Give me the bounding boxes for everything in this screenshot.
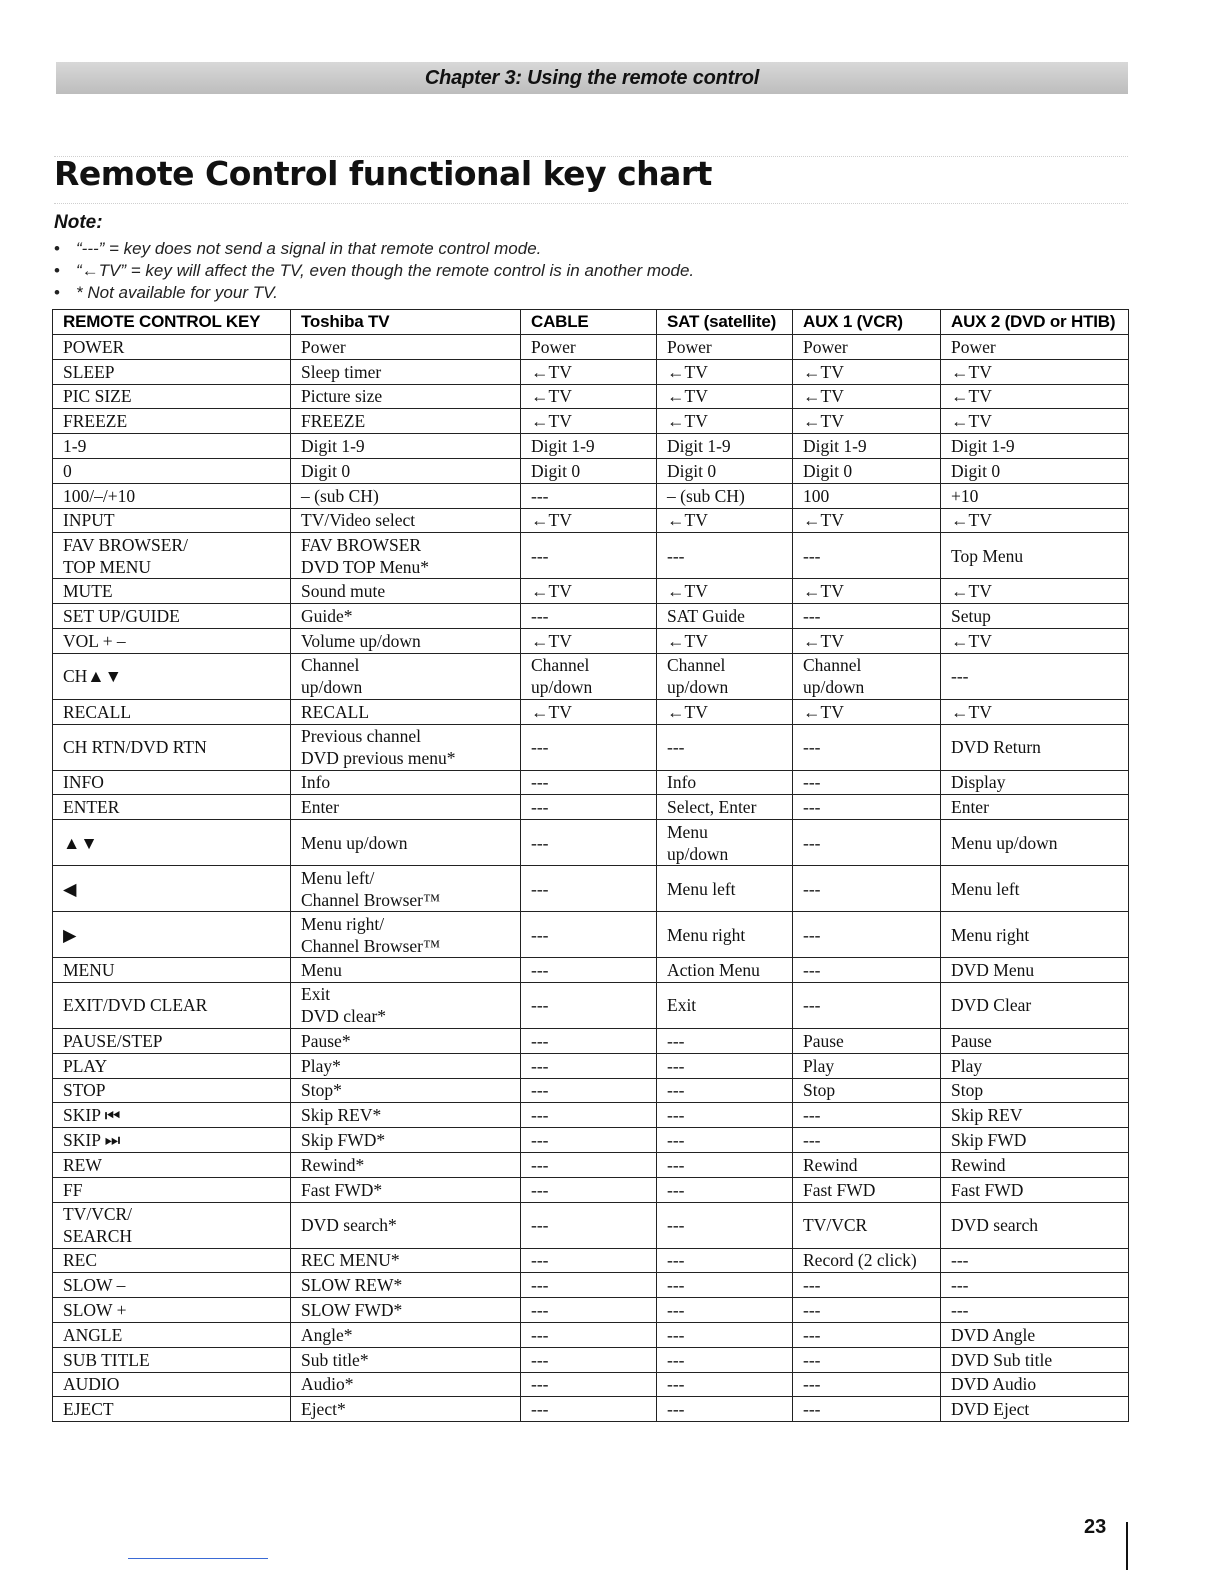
table-cell: ←TV — [657, 409, 793, 434]
table-cell: Menu up/down — [941, 820, 1129, 866]
table-row — [53, 579, 1129, 604]
table-cell: FAV BROWSER DVD TOP Menu* — [291, 533, 521, 579]
key-name-cell: TV/VCR/ SEARCH — [53, 1202, 291, 1248]
table-cell: Volume up/down — [291, 628, 521, 653]
table-cell: DVD search — [941, 1202, 1129, 1248]
table-cell: DVD Audio — [941, 1372, 1129, 1397]
column-header: SAT (satellite) — [657, 310, 793, 335]
table-cell: Eject* — [291, 1397, 521, 1422]
page-title: Remote Control functional key chart — [54, 154, 712, 193]
table-row — [53, 483, 1129, 508]
table-cell: ←TV — [941, 628, 1129, 653]
table-cell: ←TV — [941, 384, 1129, 409]
table-row — [53, 458, 1129, 483]
table-cell: --- — [521, 1372, 657, 1397]
key-name-cell: EJECT — [53, 1397, 291, 1422]
table-cell: Menu left — [657, 866, 793, 912]
table-cell: --- — [521, 795, 657, 820]
table-cell: RECALL — [291, 699, 521, 724]
table-cell: --- — [657, 1128, 793, 1153]
key-name-cell: SLOW – — [53, 1273, 291, 1298]
table-cell: Digit 1-9 — [521, 434, 657, 459]
table-cell: REC MENU* — [291, 1248, 521, 1273]
table-cell: ←TV — [521, 508, 657, 533]
key-name-cell: ▶ — [53, 912, 291, 958]
table-row — [53, 724, 1129, 770]
table-cell: Previous channel DVD previous menu* — [291, 724, 521, 770]
table-cell: Setup — [941, 604, 1129, 629]
table-cell: ←TV — [657, 359, 793, 384]
table-cell: Channel up/down — [291, 653, 521, 699]
table-cell: --- — [793, 604, 941, 629]
table-cell: Stop* — [291, 1078, 521, 1103]
table-cell: --- — [941, 653, 1129, 699]
key-name-cell: SKIP ⏮ — [53, 1103, 291, 1128]
table-cell: DVD Angle — [941, 1322, 1129, 1347]
key-name-cell: REW — [53, 1152, 291, 1177]
table-cell: FREEZE — [291, 409, 521, 434]
table-row — [53, 1322, 1129, 1347]
table-cell: Pause — [941, 1028, 1129, 1053]
table-cell: DVD Return — [941, 724, 1129, 770]
key-name-cell: SKIP ⏭ — [53, 1128, 291, 1153]
table-cell: Channel up/down — [657, 653, 793, 699]
table-row — [53, 866, 1129, 912]
table-cell: --- — [941, 1248, 1129, 1273]
table-cell: Digit 0 — [521, 458, 657, 483]
table-cell: --- — [793, 1372, 941, 1397]
table-cell: Angle* — [291, 1322, 521, 1347]
table-cell: +10 — [941, 483, 1129, 508]
table-cell: SLOW REW* — [291, 1273, 521, 1298]
note-item — [54, 260, 694, 282]
column-header: Toshiba TV — [291, 310, 521, 335]
table-cell: --- — [657, 1397, 793, 1422]
table-row — [53, 1152, 1129, 1177]
table-cell: ←TV — [793, 699, 941, 724]
table-cell: ←TV — [521, 628, 657, 653]
table-cell: Digit 0 — [793, 458, 941, 483]
key-name-cell: SLOW + — [53, 1298, 291, 1323]
table-cell: Enter — [941, 795, 1129, 820]
table-cell: Fast FWD — [793, 1177, 941, 1202]
table-cell: ←TV — [941, 579, 1129, 604]
key-name-cell: CH▲▼ — [53, 653, 291, 699]
bullet-icon: • — [54, 261, 60, 280]
table-cell: Menu — [291, 958, 521, 983]
table-cell: --- — [657, 1273, 793, 1298]
table-cell: --- — [521, 1103, 657, 1128]
column-header: REMOTE CONTROL KEY — [53, 310, 291, 335]
key-name-cell: FF — [53, 1177, 291, 1202]
table-cell: ←TV — [521, 409, 657, 434]
table-cell: --- — [793, 724, 941, 770]
table-row — [53, 604, 1129, 629]
table-cell: DVD Sub title — [941, 1347, 1129, 1372]
table-row — [53, 434, 1129, 459]
key-name-cell: MENU — [53, 958, 291, 983]
table-cell: --- — [793, 1103, 941, 1128]
note-text: * Not available for your TV. — [76, 283, 278, 302]
table-cell: Power — [521, 335, 657, 360]
table-cell: – (sub CH) — [291, 483, 521, 508]
table-cell: Picture size — [291, 384, 521, 409]
table-cell: Menu right/ Channel Browser™ — [291, 912, 521, 958]
table-cell: Digit 0 — [657, 458, 793, 483]
table-cell: --- — [941, 1298, 1129, 1323]
table-cell: --- — [521, 1273, 657, 1298]
table-row — [53, 409, 1129, 434]
key-name-cell: SUB TITLE — [53, 1347, 291, 1372]
table-row — [53, 1053, 1129, 1078]
table-cell: ←TV — [793, 359, 941, 384]
table-cell: Menu left/ Channel Browser™ — [291, 866, 521, 912]
table-row — [53, 628, 1129, 653]
functional-key-table — [52, 309, 1129, 1422]
table-cell: Guide* — [291, 604, 521, 629]
table-cell: ←TV — [657, 508, 793, 533]
table-cell: Digit 1-9 — [793, 434, 941, 459]
table-cell: Channel up/down — [793, 653, 941, 699]
table-cell: Enter — [291, 795, 521, 820]
table-cell: Skip FWD — [941, 1128, 1129, 1153]
table-row — [53, 1248, 1129, 1273]
note-item — [54, 282, 694, 304]
table-cell: --- — [657, 1298, 793, 1323]
table-cell: 100 — [793, 483, 941, 508]
table-cell: --- — [521, 1298, 657, 1323]
table-cell: ←TV — [521, 359, 657, 384]
table-cell: --- — [793, 912, 941, 958]
table-cell: Menu left — [941, 866, 1129, 912]
table-row — [53, 508, 1129, 533]
table-cell: ←TV — [657, 579, 793, 604]
key-name-cell: RECALL — [53, 699, 291, 724]
table-cell: Digit 0 — [291, 458, 521, 483]
key-name-cell: 0 — [53, 458, 291, 483]
table-cell: Stop — [793, 1078, 941, 1103]
note-item — [54, 238, 694, 260]
table-cell: Select, Enter — [657, 795, 793, 820]
table-cell: --- — [521, 958, 657, 983]
table-cell: --- — [521, 483, 657, 508]
table-cell: --- — [657, 1248, 793, 1273]
table-cell: DVD Clear — [941, 982, 1129, 1028]
table-cell: ←TV — [793, 409, 941, 434]
table-cell: SAT Guide — [657, 604, 793, 629]
table-cell: Skip REV — [941, 1103, 1129, 1128]
table-cell: --- — [793, 1128, 941, 1153]
table-cell: --- — [521, 866, 657, 912]
table-cell: --- — [657, 1078, 793, 1103]
key-name-cell: INFO — [53, 770, 291, 795]
table-cell: Play — [941, 1053, 1129, 1078]
table-row — [53, 699, 1129, 724]
table-cell: Action Menu — [657, 958, 793, 983]
table-cell: Play* — [291, 1053, 521, 1078]
table-cell: – (sub CH) — [657, 483, 793, 508]
table-cell: --- — [521, 1152, 657, 1177]
table-row — [53, 1298, 1129, 1323]
table-cell: --- — [657, 1372, 793, 1397]
table-cell: Audio* — [291, 1372, 521, 1397]
table-cell: --- — [657, 724, 793, 770]
key-name-cell: INPUT — [53, 508, 291, 533]
table-body — [53, 335, 1129, 1422]
table-row — [53, 912, 1129, 958]
table-cell: SLOW FWD* — [291, 1298, 521, 1323]
key-name-cell: ENTER — [53, 795, 291, 820]
table-cell: Rewind — [941, 1152, 1129, 1177]
table-cell: --- — [521, 533, 657, 579]
table-cell: Digit 1-9 — [941, 434, 1129, 459]
table-cell: ←TV — [941, 699, 1129, 724]
page-edge-mark — [1126, 1522, 1128, 1570]
table-cell: Display — [941, 770, 1129, 795]
table-cell: Digit 1-9 — [657, 434, 793, 459]
key-name-cell: AUDIO — [53, 1372, 291, 1397]
table-cell: ←TV — [793, 579, 941, 604]
table-cell: --- — [657, 533, 793, 579]
key-name-cell: MUTE — [53, 579, 291, 604]
table-cell: Info — [657, 770, 793, 795]
column-header: AUX 1 (VCR) — [793, 310, 941, 335]
table-cell: Top Menu — [941, 533, 1129, 579]
table-cell: Skip REV* — [291, 1103, 521, 1128]
table-cell: --- — [793, 866, 941, 912]
table-cell: --- — [793, 1322, 941, 1347]
footer-line — [128, 1558, 268, 1559]
table-cell: --- — [521, 1028, 657, 1053]
table-cell: --- — [521, 1397, 657, 1422]
table-cell: --- — [657, 1028, 793, 1053]
table-cell: ←TV — [657, 699, 793, 724]
table-cell: Fast FWD — [941, 1177, 1129, 1202]
table-row — [53, 1177, 1129, 1202]
table-row — [53, 359, 1129, 384]
key-name-cell: PLAY — [53, 1053, 291, 1078]
key-name-cell: ◀ — [53, 866, 291, 912]
table-cell: --- — [521, 770, 657, 795]
table-header-row — [53, 310, 1129, 335]
key-name-cell: STOP — [53, 1078, 291, 1103]
table-cell: Skip FWD* — [291, 1128, 521, 1153]
table-cell: DVD Eject — [941, 1397, 1129, 1422]
table-row — [53, 1397, 1129, 1422]
table-cell: --- — [793, 820, 941, 866]
table-cell: ←TV — [793, 384, 941, 409]
table-row — [53, 384, 1129, 409]
key-name-cell: ▲▼ — [53, 820, 291, 866]
table-cell: --- — [793, 795, 941, 820]
column-header: AUX 2 (DVD or HTIB) — [941, 310, 1129, 335]
key-name-cell: SET UP/GUIDE — [53, 604, 291, 629]
table-cell: --- — [521, 1322, 657, 1347]
table-cell: Power — [793, 335, 941, 360]
table-cell: Sleep timer — [291, 359, 521, 384]
table-cell: ←TV — [941, 508, 1129, 533]
table-cell: --- — [793, 1273, 941, 1298]
table-cell: Menu up/down — [291, 820, 521, 866]
table-cell: --- — [657, 1322, 793, 1347]
table-cell: Record (2 click) — [793, 1248, 941, 1273]
key-name-cell: CH RTN/DVD RTN — [53, 724, 291, 770]
column-header: CABLE — [521, 310, 657, 335]
table-cell: --- — [657, 1103, 793, 1128]
table-cell: Rewind — [793, 1152, 941, 1177]
table-row — [53, 1202, 1129, 1248]
table-cell: Rewind* — [291, 1152, 521, 1177]
table-row — [53, 1273, 1129, 1298]
table-cell: --- — [521, 1248, 657, 1273]
table-cell: Digit 1-9 — [291, 434, 521, 459]
table-cell: DVD search* — [291, 1202, 521, 1248]
key-name-cell: VOL + – — [53, 628, 291, 653]
bullet-icon: • — [54, 239, 60, 258]
table-cell: ←TV — [941, 359, 1129, 384]
table-cell: --- — [657, 1177, 793, 1202]
table-row — [53, 335, 1129, 360]
table-cell: --- — [521, 1053, 657, 1078]
note-text: “←TV” = key will affect the TV, even though the remote control is in another mode. — [76, 261, 695, 280]
table-cell: --- — [793, 770, 941, 795]
table-cell: ←TV — [793, 628, 941, 653]
table-cell: --- — [657, 1202, 793, 1248]
table-cell: Play — [793, 1053, 941, 1078]
table-cell: Pause* — [291, 1028, 521, 1053]
table-cell: Menu right — [941, 912, 1129, 958]
table-row — [53, 982, 1129, 1028]
table-cell: Sub title* — [291, 1347, 521, 1372]
table-cell: --- — [521, 912, 657, 958]
table-cell: --- — [793, 1347, 941, 1372]
table-cell: --- — [793, 533, 941, 579]
note-block — [54, 212, 694, 304]
table-cell: --- — [657, 1053, 793, 1078]
key-name-cell: FAV BROWSER/ TOP MENU — [53, 533, 291, 579]
key-name-cell: 1-9 — [53, 434, 291, 459]
table-cell: ←TV — [657, 384, 793, 409]
table-row — [53, 1028, 1129, 1053]
table-cell: --- — [793, 1397, 941, 1422]
table-row — [53, 795, 1129, 820]
table-cell: Menu right — [657, 912, 793, 958]
key-name-cell: PAUSE/STEP — [53, 1028, 291, 1053]
table-cell: Menu up/down — [657, 820, 793, 866]
table-row — [53, 1078, 1129, 1103]
table-cell: TV/VCR — [793, 1202, 941, 1248]
table-cell: Sound mute — [291, 579, 521, 604]
table-cell: DVD Menu — [941, 958, 1129, 983]
table-cell: --- — [793, 982, 941, 1028]
table-cell: ←TV — [521, 579, 657, 604]
table-cell: --- — [521, 1347, 657, 1372]
table-row — [53, 770, 1129, 795]
table-row — [53, 1128, 1129, 1153]
key-name-cell: 100/–/+10 — [53, 483, 291, 508]
table-cell: TV/Video select — [291, 508, 521, 533]
table-row — [53, 533, 1129, 579]
table-row — [53, 653, 1129, 699]
table-cell: Info — [291, 770, 521, 795]
note-label: Note: — [54, 212, 103, 233]
table-row — [53, 958, 1129, 983]
table-cell: --- — [657, 1152, 793, 1177]
table-cell: Power — [291, 335, 521, 360]
table-cell: Fast FWD* — [291, 1177, 521, 1202]
table-cell: --- — [657, 1347, 793, 1372]
table-cell: --- — [521, 1128, 657, 1153]
table-cell: --- — [521, 1177, 657, 1202]
key-name-cell: EXIT/DVD CLEAR — [53, 982, 291, 1028]
key-name-cell: REC — [53, 1248, 291, 1273]
table-cell: ←TV — [793, 508, 941, 533]
key-name-cell: ANGLE — [53, 1322, 291, 1347]
table-cell: ←TV — [657, 628, 793, 653]
key-name-cell: PIC SIZE — [53, 384, 291, 409]
table-cell: Channel up/down — [521, 653, 657, 699]
chapter-title: Chapter 3: Using the remote control — [424, 66, 760, 89]
table-cell: Power — [657, 335, 793, 360]
bullet-icon: • — [54, 283, 60, 302]
table-cell: --- — [521, 820, 657, 866]
table-cell: --- — [521, 604, 657, 629]
table-cell: ←TV — [941, 409, 1129, 434]
table-cell: --- — [521, 1202, 657, 1248]
table-row — [53, 820, 1129, 866]
table-cell: --- — [521, 982, 657, 1028]
table-cell: --- — [521, 1078, 657, 1103]
key-name-cell: SLEEP — [53, 359, 291, 384]
table-cell: ←TV — [521, 384, 657, 409]
table-row — [53, 1372, 1129, 1397]
table-cell: ←TV — [521, 699, 657, 724]
table-cell: --- — [521, 724, 657, 770]
page-number: 23 — [1084, 1516, 1107, 1538]
table-cell: Power — [941, 335, 1129, 360]
table-cell: --- — [941, 1273, 1129, 1298]
key-name-cell: POWER — [53, 335, 291, 360]
table-cell: Stop — [941, 1078, 1129, 1103]
chapter-header-bar — [56, 62, 1128, 94]
table-cell: --- — [793, 1298, 941, 1323]
table-row — [53, 1103, 1129, 1128]
table-cell: --- — [793, 958, 941, 983]
divider — [54, 203, 1128, 204]
table-cell: Exit DVD clear* — [291, 982, 521, 1028]
key-name-cell: FREEZE — [53, 409, 291, 434]
table-cell: Exit — [657, 982, 793, 1028]
table-cell: Digit 0 — [941, 458, 1129, 483]
table-cell: Pause — [793, 1028, 941, 1053]
table-row — [53, 1347, 1129, 1372]
note-text: “---” = key does not send a signal in that remote control mode. — [76, 239, 542, 258]
